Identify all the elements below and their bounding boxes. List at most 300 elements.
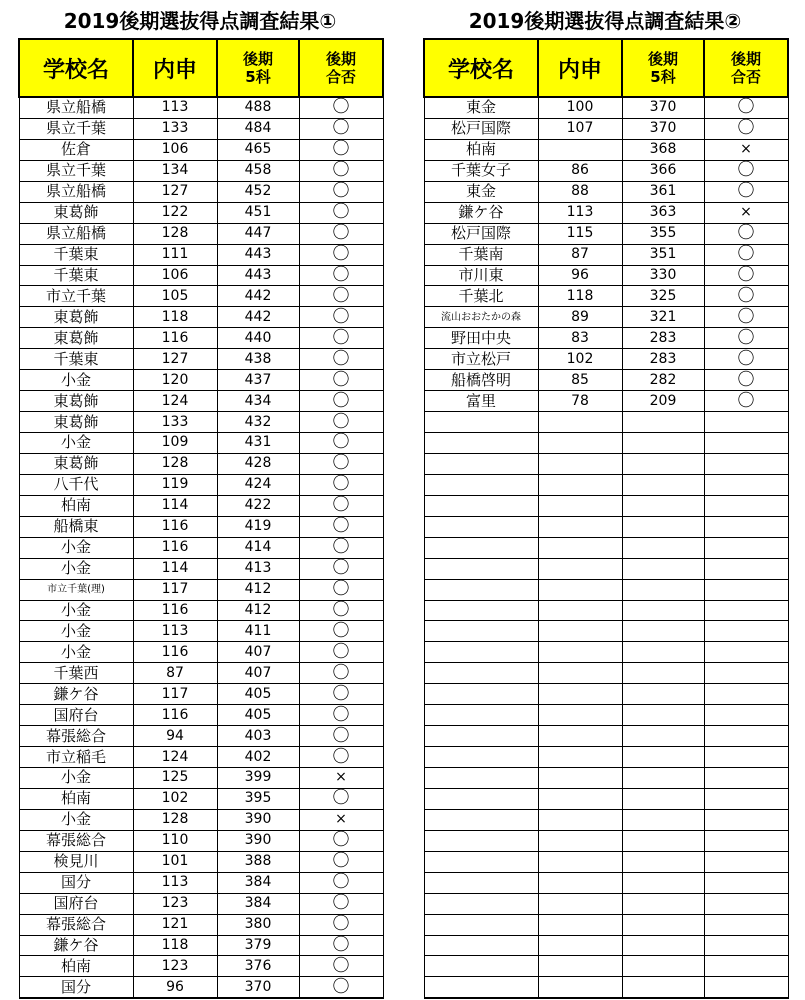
cell-naishin: 116 [133, 642, 217, 663]
cell-school [424, 579, 538, 600]
cell-naishin: 113 [538, 202, 622, 223]
cell-result: 〇 [299, 202, 383, 223]
cell-school: 鎌ケ谷 [424, 202, 538, 223]
cell-school [424, 558, 538, 579]
table-row [19, 830, 383, 851]
cell-naishin [538, 705, 622, 726]
cell-score: 282 [622, 370, 704, 391]
cell-score: 370 [622, 97, 704, 118]
cell-school: 東葛飾 [19, 453, 133, 474]
cell-naishin: 119 [133, 474, 217, 495]
cell-score: 440 [217, 328, 299, 349]
cell-school: 東金 [424, 181, 538, 202]
cell-score: 443 [217, 244, 299, 265]
cell-naishin [538, 914, 622, 935]
cell-score [622, 872, 704, 893]
results-table-1-block [18, 4, 382, 999]
cell-result [704, 663, 788, 684]
cell-naishin: 118 [133, 935, 217, 956]
cell-result: 〇 [704, 307, 788, 328]
cell-naishin [538, 893, 622, 914]
table-row [19, 956, 383, 977]
cell-school: 千葉東 [19, 244, 133, 265]
cell-result [704, 809, 788, 830]
cell-result [704, 977, 788, 998]
cell-naishin: 102 [538, 349, 622, 370]
cell-result [704, 872, 788, 893]
cell-school [424, 433, 538, 454]
cell-score: 330 [622, 265, 704, 286]
cell-result [704, 516, 788, 537]
cell-naishin: 124 [133, 747, 217, 768]
header-result: 後期 合否 [299, 39, 383, 97]
table-row [19, 558, 383, 579]
cell-naishin: 110 [133, 830, 217, 851]
cell-score: 428 [217, 453, 299, 474]
cell-result [704, 600, 788, 621]
cell-school [424, 893, 538, 914]
table-row [19, 684, 383, 705]
cell-score: 424 [217, 474, 299, 495]
table-row [424, 160, 788, 181]
cell-naishin: 96 [133, 977, 217, 998]
cell-score: 412 [217, 579, 299, 600]
cell-naishin: 121 [133, 914, 217, 935]
cell-result: 〇 [299, 181, 383, 202]
table-row [19, 139, 383, 160]
cell-naishin: 96 [538, 265, 622, 286]
table-row [424, 851, 788, 872]
table-row [19, 453, 383, 474]
cell-result: 〇 [299, 935, 383, 956]
cell-naishin: 133 [133, 412, 217, 433]
cell-result [704, 412, 788, 433]
cell-score [622, 579, 704, 600]
cell-result: 〇 [299, 160, 383, 181]
cell-school: 東葛飾 [19, 391, 133, 412]
cell-naishin [538, 663, 622, 684]
table-row [19, 579, 383, 600]
cell-result: × [704, 202, 788, 223]
cell-score: 407 [217, 663, 299, 684]
cell-score: 390 [217, 809, 299, 830]
cell-result: 〇 [299, 474, 383, 495]
table-row [424, 202, 788, 223]
cell-result: × [704, 139, 788, 160]
cell-result: 〇 [299, 621, 383, 642]
cell-score [622, 558, 704, 579]
results-table-1 [18, 38, 384, 999]
cell-result [704, 956, 788, 977]
cell-school [424, 809, 538, 830]
cell-naishin [538, 788, 622, 809]
cell-score: 390 [217, 830, 299, 851]
cell-naishin: 113 [133, 97, 217, 118]
cell-score: 283 [622, 328, 704, 349]
table-row [424, 914, 788, 935]
cell-school: 野田中央 [424, 328, 538, 349]
table-row [19, 516, 383, 537]
table-body [19, 97, 383, 998]
cell-result: 〇 [299, 453, 383, 474]
cell-school [424, 642, 538, 663]
table-row [424, 642, 788, 663]
table-row [424, 453, 788, 474]
cell-score: 405 [217, 684, 299, 705]
table-row [424, 516, 788, 537]
cell-school [424, 453, 538, 474]
cell-naishin: 101 [133, 851, 217, 872]
cell-score [622, 495, 704, 516]
cell-school [424, 600, 538, 621]
cell-school: 流山おおたかの森 [424, 307, 538, 328]
cell-score: 407 [217, 642, 299, 663]
cell-school: 小金 [19, 809, 133, 830]
cell-naishin [538, 872, 622, 893]
cell-score: 395 [217, 788, 299, 809]
cell-score: 209 [622, 391, 704, 412]
header-score: 後期 5科 [217, 39, 299, 97]
table-row [19, 935, 383, 956]
cell-score [622, 516, 704, 537]
cell-school: 県立船橋 [19, 223, 133, 244]
cell-naishin: 87 [133, 663, 217, 684]
cell-score: 370 [622, 118, 704, 139]
cell-result: 〇 [299, 265, 383, 286]
cell-score [622, 809, 704, 830]
cell-school: 小金 [19, 370, 133, 391]
table-row [424, 244, 788, 265]
cell-naishin: 111 [133, 244, 217, 265]
cell-school: 船橋東 [19, 516, 133, 537]
cell-school: 千葉西 [19, 663, 133, 684]
cell-result: 〇 [299, 642, 383, 663]
cell-naishin: 125 [133, 768, 217, 789]
cell-result: 〇 [704, 328, 788, 349]
cell-result: 〇 [704, 286, 788, 307]
table-row [424, 809, 788, 830]
cell-score: 363 [622, 202, 704, 223]
cell-school [424, 537, 538, 558]
cell-result [704, 830, 788, 851]
table-row [424, 600, 788, 621]
cell-result: 〇 [299, 684, 383, 705]
table-row [19, 202, 383, 223]
cell-score [622, 768, 704, 789]
cell-score [622, 684, 704, 705]
cell-naishin: 117 [133, 579, 217, 600]
table-row [424, 118, 788, 139]
table-row [424, 328, 788, 349]
table-row [424, 977, 788, 998]
cell-score: 431 [217, 433, 299, 454]
cell-result: 〇 [704, 370, 788, 391]
table-row [424, 370, 788, 391]
cell-score [622, 956, 704, 977]
cell-result [704, 453, 788, 474]
cell-naishin: 116 [133, 516, 217, 537]
cell-score: 355 [622, 223, 704, 244]
cell-naishin [538, 726, 622, 747]
cell-naishin [538, 579, 622, 600]
cell-score: 437 [217, 370, 299, 391]
cell-school: 東葛飾 [19, 328, 133, 349]
cell-naishin: 123 [133, 893, 217, 914]
cell-result [704, 495, 788, 516]
cell-result: 〇 [704, 349, 788, 370]
cell-naishin [538, 474, 622, 495]
cell-school [424, 705, 538, 726]
cell-naishin: 127 [133, 349, 217, 370]
cell-school: 市川東 [424, 265, 538, 286]
cell-score: 405 [217, 705, 299, 726]
cell-naishin [538, 412, 622, 433]
cell-score: 361 [622, 181, 704, 202]
table-row [19, 537, 383, 558]
table-row [19, 705, 383, 726]
table-row [19, 181, 383, 202]
cell-naishin [538, 642, 622, 663]
cell-result [704, 747, 788, 768]
cell-score [622, 705, 704, 726]
cell-school: 松戸国際 [424, 118, 538, 139]
cell-score [622, 914, 704, 935]
table-row [424, 705, 788, 726]
table-row [19, 286, 383, 307]
cell-naishin: 118 [133, 307, 217, 328]
cell-result: × [299, 768, 383, 789]
cell-school [424, 788, 538, 809]
cell-score: 452 [217, 181, 299, 202]
table-row [19, 97, 383, 118]
cell-score: 419 [217, 516, 299, 537]
cell-school: 市立松戸 [424, 349, 538, 370]
cell-result: 〇 [299, 349, 383, 370]
cell-naishin [538, 600, 622, 621]
table-row [19, 768, 383, 789]
cell-score: 465 [217, 139, 299, 160]
cell-result [704, 893, 788, 914]
cell-school: 松戸国際 [424, 223, 538, 244]
cell-result: 〇 [299, 223, 383, 244]
cell-score [622, 474, 704, 495]
cell-result: 〇 [299, 286, 383, 307]
cell-school: 市立稲毛 [19, 747, 133, 768]
cell-naishin: 134 [133, 160, 217, 181]
cell-school: 国分 [19, 977, 133, 998]
table-row [424, 474, 788, 495]
table-row [19, 495, 383, 516]
cell-naishin: 109 [133, 433, 217, 454]
cell-naishin: 116 [133, 705, 217, 726]
cell-naishin: 83 [538, 328, 622, 349]
header-row [424, 39, 788, 97]
cell-score [622, 977, 704, 998]
cell-score: 351 [622, 244, 704, 265]
table-row [424, 935, 788, 956]
cell-result [704, 558, 788, 579]
cell-score: 283 [622, 349, 704, 370]
cell-naishin: 117 [133, 684, 217, 705]
header-result: 後期 合否 [704, 39, 788, 97]
table-row [424, 663, 788, 684]
cell-naishin: 88 [538, 181, 622, 202]
cell-result [704, 684, 788, 705]
table-row [424, 433, 788, 454]
cell-school [424, 872, 538, 893]
cell-score [622, 663, 704, 684]
table-row [424, 286, 788, 307]
cell-school [424, 663, 538, 684]
cell-school: 検見川 [19, 851, 133, 872]
cell-school: 小金 [19, 621, 133, 642]
cell-naishin: 94 [133, 726, 217, 747]
table-row [19, 412, 383, 433]
header-school: 学校名 [19, 39, 133, 97]
cell-school: 市立千葉 [19, 286, 133, 307]
cell-score: 370 [217, 977, 299, 998]
cell-result: 〇 [299, 558, 383, 579]
cell-naishin: 116 [133, 328, 217, 349]
cell-school: 県立船橋 [19, 97, 133, 118]
cell-school [424, 516, 538, 537]
cell-naishin [538, 537, 622, 558]
table-row [424, 307, 788, 328]
cell-result: 〇 [299, 307, 383, 328]
cell-score: 458 [217, 160, 299, 181]
header-naishin: 内申 [538, 39, 622, 97]
cell-school: 小金 [19, 537, 133, 558]
cell-school [424, 830, 538, 851]
cell-score [622, 621, 704, 642]
cell-result: × [299, 809, 383, 830]
cell-naishin: 89 [538, 307, 622, 328]
cell-school: 県立船橋 [19, 181, 133, 202]
cell-naishin [538, 139, 622, 160]
table-row [424, 788, 788, 809]
cell-school: 小金 [19, 642, 133, 663]
cell-naishin: 85 [538, 370, 622, 391]
cell-naishin [538, 830, 622, 851]
cell-school: 幕張総合 [19, 914, 133, 935]
cell-naishin: 86 [538, 160, 622, 181]
table-row [19, 872, 383, 893]
cell-naishin: 122 [133, 202, 217, 223]
table-row [19, 349, 383, 370]
table-row [424, 223, 788, 244]
cell-score: 442 [217, 286, 299, 307]
cell-school: 東葛飾 [19, 202, 133, 223]
cell-result: 〇 [299, 893, 383, 914]
cell-school: 小金 [19, 558, 133, 579]
table-row [424, 768, 788, 789]
cell-result: 〇 [299, 139, 383, 160]
cell-naishin: 113 [133, 872, 217, 893]
cell-score: 368 [622, 139, 704, 160]
cell-naishin: 78 [538, 391, 622, 412]
cell-naishin: 133 [133, 118, 217, 139]
cell-result: 〇 [299, 851, 383, 872]
cell-score: 422 [217, 495, 299, 516]
cell-score [622, 726, 704, 747]
table-row [424, 495, 788, 516]
table-row [19, 391, 383, 412]
cell-score: 432 [217, 412, 299, 433]
cell-score: 442 [217, 307, 299, 328]
table-row [424, 412, 788, 433]
cell-score: 402 [217, 747, 299, 768]
cell-result: 〇 [299, 118, 383, 139]
table-row [424, 181, 788, 202]
cell-score: 412 [217, 600, 299, 621]
cell-result: 〇 [299, 495, 383, 516]
table-row [424, 872, 788, 893]
cell-naishin: 123 [133, 956, 217, 977]
cell-school: 小金 [19, 600, 133, 621]
cell-score [622, 747, 704, 768]
cell-naishin [538, 851, 622, 872]
cell-school [424, 977, 538, 998]
table-row [19, 809, 383, 830]
cell-result: 〇 [299, 977, 383, 998]
cell-naishin: 87 [538, 244, 622, 265]
table-row [19, 223, 383, 244]
cell-score [622, 935, 704, 956]
cell-score [622, 412, 704, 433]
cell-naishin: 105 [133, 286, 217, 307]
table-row [424, 97, 788, 118]
cell-result: 〇 [299, 391, 383, 412]
table-row [19, 474, 383, 495]
cell-result [704, 768, 788, 789]
cell-result [704, 642, 788, 663]
cell-naishin [538, 433, 622, 454]
cell-naishin: 115 [538, 223, 622, 244]
cell-result: 〇 [704, 97, 788, 118]
header-school: 学校名 [424, 39, 538, 97]
table-row [424, 621, 788, 642]
table-row [19, 914, 383, 935]
cell-school [424, 768, 538, 789]
cell-score: 384 [217, 893, 299, 914]
cell-school: 小金 [19, 768, 133, 789]
table-row [19, 265, 383, 286]
cell-naishin: 106 [133, 265, 217, 286]
cell-result: 〇 [299, 914, 383, 935]
cell-naishin: 113 [133, 621, 217, 642]
cell-result: 〇 [299, 788, 383, 809]
cell-school: 幕張総合 [19, 726, 133, 747]
cell-school: 鎌ケ谷 [19, 935, 133, 956]
cell-score: 366 [622, 160, 704, 181]
cell-result: 〇 [299, 537, 383, 558]
cell-school: 幕張総合 [19, 830, 133, 851]
cell-result: 〇 [299, 956, 383, 977]
cell-school: 東葛飾 [19, 307, 133, 328]
cell-score: 488 [217, 97, 299, 118]
cell-school [424, 474, 538, 495]
cell-school: 千葉北 [424, 286, 538, 307]
cell-result: 〇 [704, 265, 788, 286]
table-row [424, 558, 788, 579]
cell-school [424, 956, 538, 977]
table-row [19, 433, 383, 454]
table-row [424, 139, 788, 160]
cell-school: 船橋啓明 [424, 370, 538, 391]
cell-result: 〇 [299, 663, 383, 684]
table-row [424, 349, 788, 370]
cell-result: 〇 [299, 516, 383, 537]
